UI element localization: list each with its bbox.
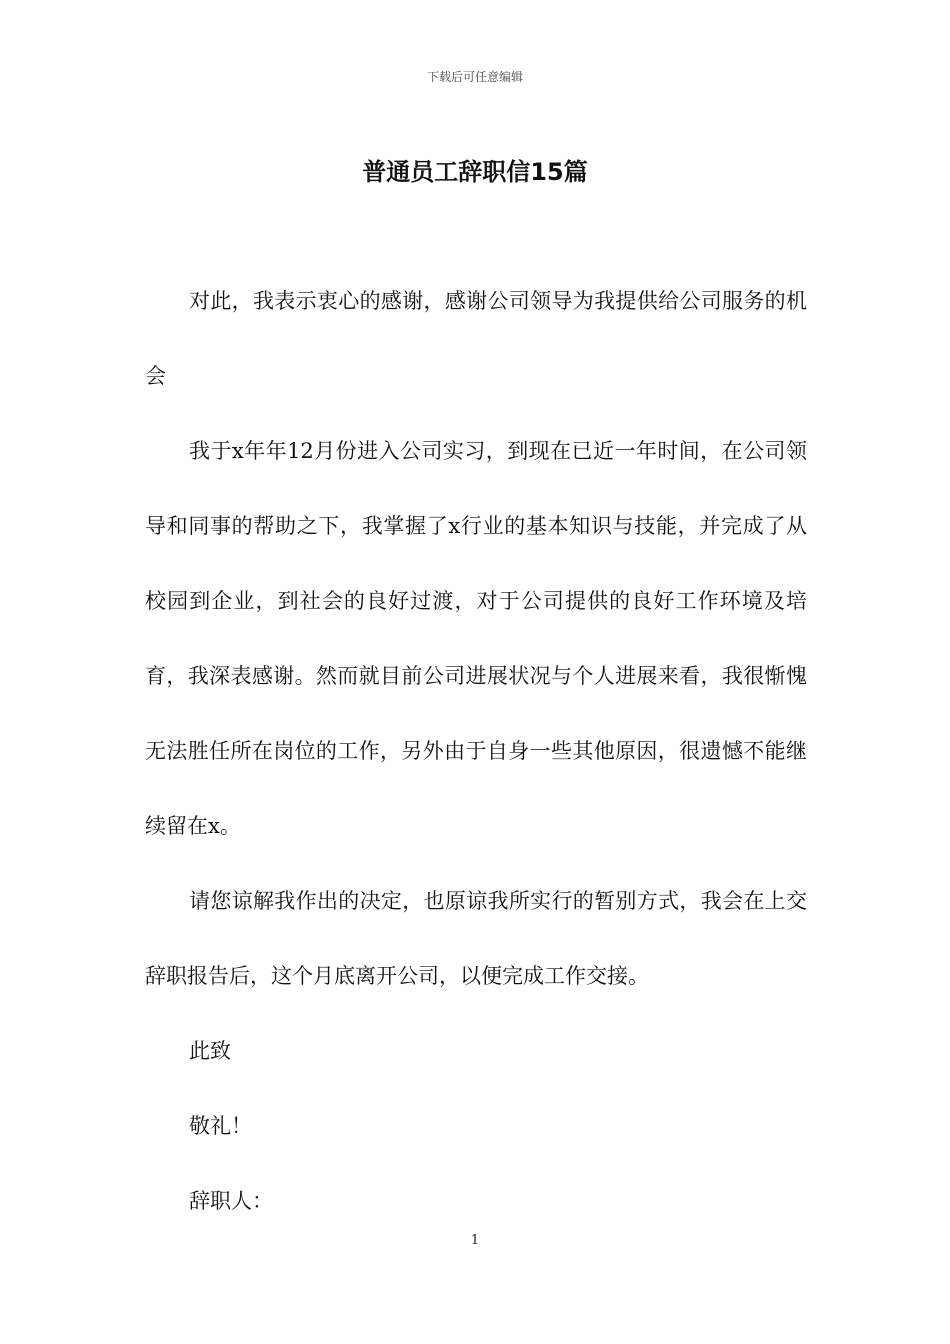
- paragraph-request: 请您谅解我作出的决定，也原谅我所实行的暂别方式，我会在上交辞职报告后，这个月底离开公司，以便完成工作交接。: [145, 889, 807, 988]
- paragraph-regards: 敬礼！: [189, 1114, 252, 1138]
- paragraph-background: 我于x年年12月份进入公司实习，到现在已近一年时间，在公司领导和同事的帮助之下，我掌握了x行业的基本知识与技能，并完成了从校园到企业，到社会的良好过渡，对于公司提供的良好工作环境及培育，我深表感谢。然而就目前公司进展状况与个人进展来看，我很惭愧无法胜任所在岗位的工作，另外由于自身一些其他原因，很遗憾不能继续留在x。: [145, 439, 807, 838]
- document-body: [145, 264, 807, 1239]
- document-title: 普通员工辞职信15篇: [362, 158, 588, 186]
- paragraph-salutation: 此致: [189, 1039, 231, 1063]
- paragraph-thanks: 对此，我表示衷心的感谢，感谢公司领导为我提供给公司服务的机会: [145, 289, 807, 388]
- header-note: 下载后可任意编辑: [426, 70, 523, 84]
- paragraph-signature: 辞职人：: [189, 1189, 273, 1213]
- page-number: 1: [470, 1233, 480, 1248]
